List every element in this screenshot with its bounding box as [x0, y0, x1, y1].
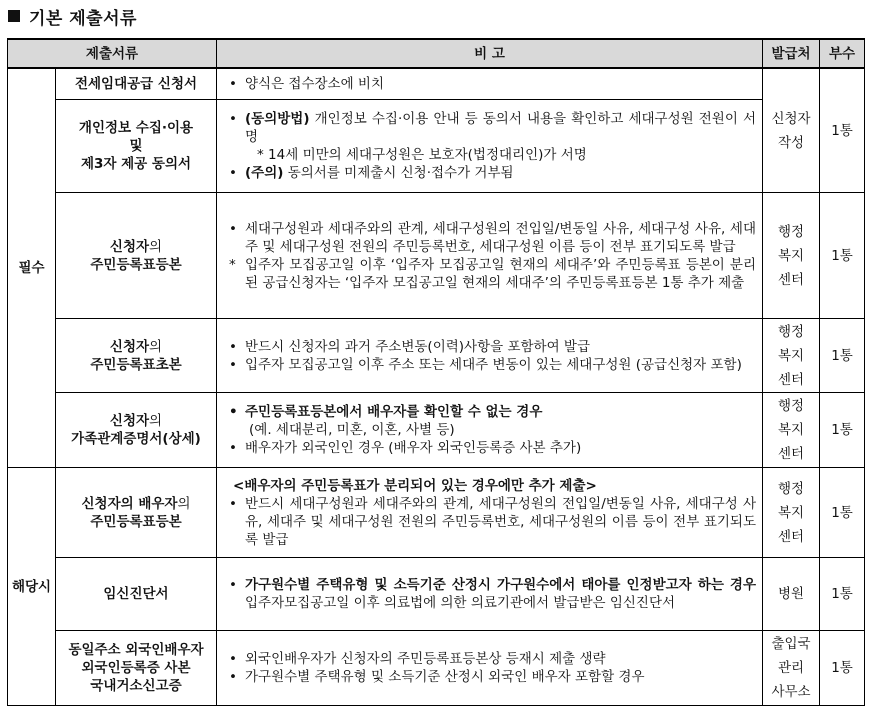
doc-name — [56, 319, 217, 393]
issuer-cell: 병원 — [763, 558, 820, 631]
doc-name — [56, 193, 217, 319]
note-cell — [217, 468, 763, 558]
doc-line: 및 — [129, 138, 143, 154]
doc-line: 주민등록표초본 — [90, 356, 182, 373]
issuer-line: 행정 — [777, 223, 805, 240]
table-row — [8, 68, 865, 100]
note-item — [227, 576, 756, 612]
issuer-line: 작성 — [777, 134, 805, 151]
note-item: • 반드시 신청자의 과거 주소변동(이력)사항을 포함하여 발급 — [227, 338, 756, 356]
doc-particle: 의 — [177, 495, 191, 512]
doc-name — [56, 393, 217, 468]
note-item: * 입주자 모집공고일 이후 ‘입주자 모집공고일 현재의 세대주’와 주민등록표 등본이 분리된 공급신청자는 ‘입주자 모집공고일 현재의 세대주’의 주민등록표등본 1통 추가 제출 — [227, 256, 756, 292]
header-doc: 제출서류 — [8, 39, 217, 68]
issuer-line: 행정 — [777, 480, 805, 497]
doc-particle: 의 — [149, 338, 163, 355]
square-bullet-icon — [8, 10, 20, 22]
doc-line: 동일주소 외국인배우자 — [68, 642, 204, 658]
section-title — [8, 2, 137, 30]
note-item: • 배우자가 외국인인 경우 (배우자 외국인등록증 사본 추가) — [227, 439, 756, 457]
count-cell: 1통 — [820, 193, 865, 319]
note-item: • 가구원수별 주택유형 및 소득기준 산정시 외국인 배우자 포함할 경우 — [227, 668, 756, 686]
note-item: • 주민등록표등본에서 배우자를 확인할 수 없는 경우 — [227, 403, 756, 421]
header-issuer: 발급처 — [763, 39, 820, 68]
doc-name — [56, 631, 217, 706]
issuer-line: 사무소 — [771, 684, 811, 700]
note-item: • 세대구성원과 세대주와의 관계, 세대구성원의 전입일/변동일 사유, 세대구성 사유, 세대주 및 세대구성원 전원의 주민등록번호, 세대구성원 이름 등이 전부 표기되도록 발급 — [227, 220, 756, 256]
doc-line: 주민등록표등본 — [90, 256, 182, 273]
note-emphasis: (주의) — [245, 165, 284, 181]
issuer-line: 행정 — [777, 398, 805, 414]
issuer-cell — [763, 631, 820, 706]
table-header-row — [8, 39, 865, 68]
note-item: • 외국인배우자가 신청자의 주민등록표등본상 등재시 제출 생략 — [227, 650, 756, 668]
note-text: 개인정보 수집·이용 안내 등 동의서 내용을 확인하고 세대구성원 전원이 서명 — [245, 111, 757, 145]
issuer-line: 센터 — [777, 528, 805, 545]
issuer-line: 복지 — [777, 347, 805, 364]
section-title-text: 기본 제출서류 — [29, 8, 137, 29]
table-row — [8, 100, 865, 193]
note-item — [227, 164, 756, 182]
issuer-line: 행정 — [777, 323, 805, 340]
count-cell: 1통 — [820, 319, 865, 393]
note-item: • 입주자 모집공고일 이후 주소 또는 세대주 변동이 있는 세대구성원 (공급신청자 포함) — [227, 356, 756, 374]
note-cell — [217, 631, 763, 706]
doc-subject: 신청자 — [109, 338, 150, 355]
note-cell — [217, 558, 763, 631]
category-conditional: 해당시 — [8, 468, 56, 706]
note-text: 동의서를 미제출시 신청·접수가 거부됨 — [283, 165, 514, 181]
category-required: 필수 — [8, 68, 56, 468]
note-text: 입주자모집공고일 이후 의료법에 의한 의료기관에서 발급받은 임신진단서 — [245, 595, 676, 611]
doc-subject: 신청자의 배우자 — [81, 495, 178, 512]
note-item — [227, 110, 756, 146]
documents-table — [7, 38, 865, 706]
header-note: 비 고 — [217, 39, 763, 68]
doc-line: 개인정보 수집·이용 — [78, 120, 194, 136]
issuer-line: 센터 — [777, 446, 805, 462]
note-sub: * 14세 미만의 세대구성원은 보호자(법정대리인)가 서명 — [257, 147, 587, 163]
note-item: • 반드시 세대구성원과 세대주와의 관계, 세대구성원의 전입일/변동일 사유, 세대구성 사유, 세대주 및 세대구성원 전원의 주민등록번호, 세대구성원의 이름 등이 전부 표기되도록 발급 — [227, 495, 756, 549]
table-row — [8, 468, 865, 558]
doc-name — [56, 468, 217, 558]
table-row — [8, 193, 865, 319]
note-cell — [217, 68, 763, 100]
doc-line: 외국인등록증 사본 — [81, 660, 191, 676]
issuer-line: 관리 — [777, 660, 805, 676]
note-cell — [217, 319, 763, 393]
doc-particle: 의 — [149, 413, 163, 429]
note-cell — [217, 193, 763, 319]
doc-name: 임신진단서 — [56, 558, 217, 631]
doc-name — [56, 100, 217, 193]
note-sub: (예. 세대분리, 미혼, 이혼, 사별 등) — [249, 422, 455, 438]
issuer-cell — [763, 193, 820, 319]
count-cell: 1통 — [820, 631, 865, 706]
table-row — [8, 558, 865, 631]
issuer-cell — [763, 393, 820, 468]
table-row — [8, 319, 865, 393]
count-cell: 1통 — [820, 558, 865, 631]
doc-subject: 신청자 — [109, 238, 150, 255]
count-cell: 1통 — [820, 468, 865, 558]
doc-name: 전세임대공급 신청서 — [56, 68, 217, 100]
issuer-line: 복지 — [777, 504, 805, 521]
note-heading: <배우자의 주민등록표가 분리되어 있는 경우에만 추가 제출> — [233, 477, 597, 494]
header-count: 부수 — [820, 39, 865, 68]
issuer-line: 출입국 — [771, 636, 811, 652]
doc-line: 가족관계증명서(상세) — [71, 431, 201, 447]
note-cell — [217, 100, 763, 193]
table-row — [8, 631, 865, 706]
issuer-line: 신청자 — [771, 110, 811, 127]
note-emphasis: (동의방법) — [245, 111, 310, 127]
note-emphasis: 가구원수별 주택유형 및 소득기준 산정시 가구원수에서 태아를 인정받고자 하는 경우 — [245, 577, 757, 593]
note-cell — [217, 393, 763, 468]
issuer-line: 복지 — [777, 422, 805, 438]
count-cell: 1통 — [820, 68, 865, 193]
note-item: • 양식은 접수장소에 비치 — [227, 75, 756, 93]
issuer-line: 센터 — [777, 371, 805, 388]
issuer-line: 센터 — [777, 271, 805, 288]
table-row — [8, 393, 865, 468]
issuer-cell — [763, 319, 820, 393]
count-cell: 1통 — [820, 393, 865, 468]
doc-subject: 신청자 — [109, 413, 150, 429]
doc-line: 제3자 제공 동의서 — [80, 156, 192, 172]
issuer-cell — [763, 468, 820, 558]
issuer-cell — [763, 68, 820, 193]
doc-particle: 의 — [149, 238, 163, 255]
doc-line: 국내거소신고증 — [90, 678, 182, 694]
doc-line: 주민등록표등본 — [90, 513, 182, 530]
issuer-line: 복지 — [777, 247, 805, 264]
